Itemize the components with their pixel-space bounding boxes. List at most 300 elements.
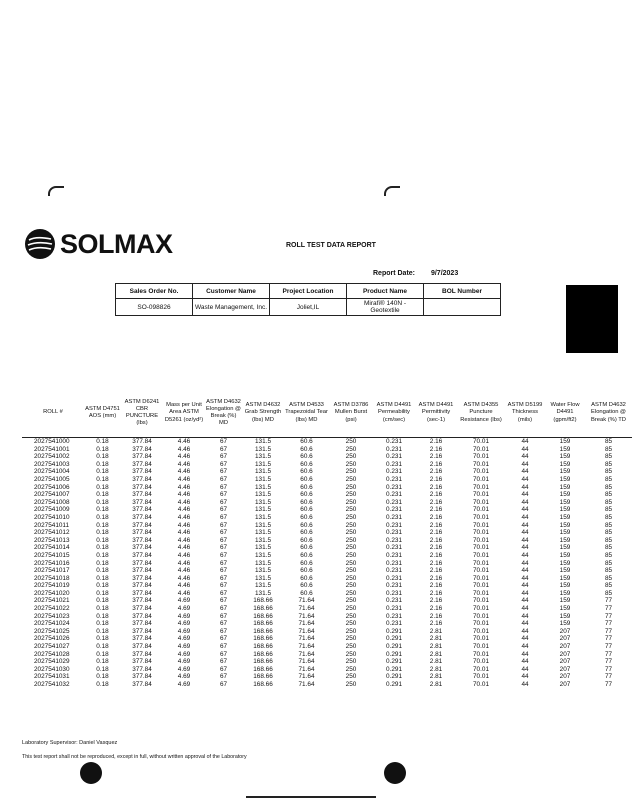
roll-number: 2027541018 (34, 574, 70, 582)
table-cell: 2.16 (429, 521, 443, 529)
reproduction-note: This test report shall not be reproduced, except in full, without written approval of the Laboratory (22, 754, 247, 760)
table-cell: 44 (521, 650, 529, 658)
table-cell: 250 (345, 483, 357, 491)
table-cell: 67 (219, 620, 228, 628)
table-cell: 70.01 (473, 658, 489, 666)
table-cell: 131.5 (255, 521, 271, 529)
table-row (22, 522, 632, 530)
table-cell: 44 (521, 475, 529, 483)
table-cell: 0.18 (96, 605, 109, 613)
table-cell: 0.18 (96, 460, 109, 468)
order-info-header-row (116, 284, 501, 299)
table-cell: 2.81 (429, 673, 443, 681)
table-cell: 0.18 (96, 544, 109, 552)
table-cell: 131.5 (255, 506, 271, 514)
table-cell: 250 (345, 597, 357, 605)
table-cell: 4.69 (177, 650, 191, 658)
table-row (22, 491, 632, 499)
roll-number: 2027541014 (34, 544, 70, 552)
table-cell: 71.64 (298, 605, 315, 613)
order-info-header: Sales Order No. (116, 284, 193, 299)
table-cell: 0.231 (386, 513, 402, 521)
table-cell: 377.84 (132, 681, 152, 688)
table-cell: 77 (604, 605, 613, 613)
table-cell: 67 (219, 529, 228, 537)
table-cell: 0.231 (386, 453, 402, 461)
table-cell: 67 (219, 559, 228, 567)
roll-number: 2027541028 (34, 650, 70, 658)
table-cell: 67 (219, 491, 228, 499)
table-cell: 0.231 (386, 460, 402, 468)
table-row (22, 476, 632, 484)
table-cell: 159 (559, 460, 571, 468)
table-cell: 0.231 (386, 612, 402, 620)
table-cell: 67 (219, 460, 228, 468)
table-cell: 377.84 (132, 643, 152, 651)
table-cell: 70.01 (473, 536, 489, 544)
table-cell: 377.84 (132, 635, 152, 643)
table-cell: 44 (521, 438, 529, 445)
table-cell: 377.84 (132, 589, 152, 597)
table-cell: 70.01 (473, 582, 489, 590)
table-cell: 85 (604, 438, 613, 445)
table-cell: 0.231 (386, 438, 402, 445)
table-cell: 85 (604, 582, 613, 590)
roll-test-table (22, 389, 632, 689)
table-cell: 2.16 (429, 559, 443, 567)
table-cell: 0.291 (386, 665, 402, 673)
table-cell: 377.84 (132, 453, 152, 461)
table-cell: 67 (219, 475, 228, 483)
table-cell: 67 (219, 681, 228, 688)
table-cell: 250 (345, 559, 357, 567)
table-cell: 377.84 (132, 582, 152, 590)
table-cell: 2.81 (429, 643, 443, 651)
table-row (22, 605, 632, 613)
table-cell: 131.5 (255, 445, 271, 453)
table-cell: 85 (604, 483, 613, 491)
column-header: ASTM D4632 Elongation @ Break (%) MD (205, 389, 242, 438)
table-cell: 44 (521, 453, 529, 461)
table-cell: 44 (521, 658, 529, 666)
table-cell: 70.01 (473, 643, 489, 651)
table-cell: 0.18 (96, 483, 109, 491)
table-cell: 2.16 (429, 438, 443, 445)
table-cell: 44 (521, 544, 529, 552)
roll-number: 2027541009 (34, 506, 70, 514)
table-cell: 44 (521, 597, 529, 605)
roll-number: 2027541011 (34, 521, 70, 529)
table-cell: 44 (521, 491, 529, 499)
solmax-logo (24, 228, 173, 260)
table-cell: 131.5 (255, 536, 271, 544)
order-info-value-row (116, 299, 501, 316)
sales-order-no: SO-098826 (116, 299, 193, 316)
roll-number: 2027541024 (34, 620, 70, 628)
table-cell: 4.46 (177, 453, 191, 461)
table-cell: 0.18 (96, 567, 109, 575)
redaction-block (566, 285, 618, 353)
table-cell: 168.66 (253, 658, 273, 666)
table-cell: 250 (345, 643, 357, 651)
table-cell: 4.46 (177, 460, 191, 468)
table-row (22, 529, 632, 537)
table-cell: 0.291 (386, 650, 402, 658)
table-cell: 0.18 (96, 665, 109, 673)
table-cell: 67 (219, 438, 228, 445)
table-cell: 250 (345, 635, 357, 643)
table-cell: 159 (559, 589, 571, 597)
table-cell: 131.5 (255, 574, 271, 582)
column-header: ASTM D4632 Elongation @ Break (%) TD (585, 389, 632, 438)
table-cell: 44 (521, 506, 529, 514)
table-cell: 0.18 (96, 445, 109, 453)
table-cell: 44 (521, 635, 529, 643)
report-date-label: Report Date: (373, 270, 416, 277)
table-cell: 44 (521, 627, 529, 635)
table-cell: 4.69 (177, 627, 191, 635)
table-cell: 377.84 (132, 612, 152, 620)
table-cell: 250 (345, 453, 357, 461)
table-cell: 44 (521, 589, 529, 597)
table-cell: 159 (559, 491, 571, 499)
table-cell: 4.69 (177, 658, 191, 666)
roll-number: 2027541015 (34, 551, 70, 559)
roll-number: 2027541003 (34, 460, 70, 468)
table-cell: 70.01 (473, 650, 489, 658)
table-cell: 250 (345, 605, 357, 613)
table-cell: 2.16 (429, 551, 443, 559)
table-cell: 2.16 (429, 544, 443, 552)
table-cell: 0.231 (386, 468, 402, 476)
table-cell: 70.01 (473, 460, 489, 468)
table-cell: 168.66 (253, 620, 273, 628)
table-cell: 0.18 (96, 521, 109, 529)
table-row (22, 628, 632, 636)
table-cell: 168.66 (253, 597, 273, 605)
table-cell: 67 (219, 513, 228, 521)
table-cell: 67 (219, 582, 228, 590)
table-row (22, 651, 632, 659)
table-cell: 377.84 (132, 445, 152, 453)
table-cell: 0.18 (96, 681, 109, 688)
table-cell: 377.84 (132, 650, 152, 658)
table-cell: 0.231 (386, 589, 402, 597)
table-cell: 44 (521, 612, 529, 620)
table-cell: 0.231 (386, 551, 402, 559)
table-cell: 250 (345, 574, 357, 582)
table-cell: 250 (345, 438, 357, 445)
roll-number: 2027541006 (34, 483, 70, 491)
table-cell: 85 (604, 574, 613, 582)
table-cell: 4.69 (177, 673, 191, 681)
table-row (22, 461, 632, 469)
table-cell: 250 (345, 681, 357, 688)
table-cell: 0.231 (386, 605, 402, 613)
table-cell: 44 (521, 567, 529, 575)
table-row (22, 544, 632, 552)
table-cell: 0.231 (386, 506, 402, 514)
table-cell: 2.16 (429, 453, 443, 461)
roll-number: 2027541026 (34, 635, 70, 643)
table-cell: 4.46 (177, 559, 191, 567)
table-cell: 250 (345, 650, 357, 658)
roll-number: 2027541010 (34, 513, 70, 521)
table-cell: 70.01 (473, 589, 489, 597)
table-cell: 60.6 (300, 574, 313, 582)
table-cell: 377.84 (132, 574, 152, 582)
table-cell: 77 (604, 658, 613, 666)
table-cell: 131.5 (255, 589, 271, 597)
table-cell: 159 (559, 513, 571, 521)
table-cell: 70.01 (473, 529, 489, 537)
table-cell: 0.231 (386, 521, 402, 529)
table-cell: 85 (604, 521, 613, 529)
table-cell: 377.84 (132, 551, 152, 559)
table-cell: 2.16 (429, 468, 443, 476)
table-cell: 44 (521, 681, 529, 688)
table-cell: 60.6 (300, 438, 313, 445)
table-cell: 70.01 (473, 665, 489, 673)
table-cell: 71.64 (298, 627, 315, 635)
roll-number: 2027541013 (34, 536, 70, 544)
table-cell: 70.01 (473, 574, 489, 582)
registration-mark-left (48, 186, 64, 196)
table-cell: 0.18 (96, 597, 109, 605)
table-cell: 377.84 (132, 468, 152, 476)
table-cell: 70.01 (473, 627, 489, 635)
solmax-logo-icon (24, 228, 56, 260)
table-cell: 67 (219, 551, 228, 559)
table-cell: 60.6 (300, 521, 313, 529)
column-header: ASTM D4632 Grab Strength (lbs) MD (242, 389, 284, 438)
table-cell: 77 (604, 627, 613, 635)
table-cell: 60.6 (300, 498, 313, 506)
table-cell: 67 (219, 544, 228, 552)
table-cell: 250 (345, 468, 357, 476)
table-cell: 70.01 (473, 673, 489, 681)
table-cell: 168.66 (253, 665, 273, 673)
table-cell: 4.46 (177, 589, 191, 597)
roll-number: 2027541022 (34, 605, 70, 613)
table-cell: 70.01 (473, 445, 489, 453)
table-cell: 67 (219, 574, 228, 582)
table-cell: 0.18 (96, 559, 109, 567)
table-cell: 67 (219, 445, 228, 453)
table-cell: 250 (345, 582, 357, 590)
table-cell: 0.18 (96, 574, 109, 582)
column-header: ROLL # (22, 389, 84, 438)
table-cell: 60.6 (300, 468, 313, 476)
table-cell: 2.16 (429, 498, 443, 506)
table-cell: 159 (559, 521, 571, 529)
table-cell: 70.01 (473, 681, 489, 688)
registration-mark-right (384, 186, 400, 196)
table-cell: 44 (521, 605, 529, 613)
table-cell: 159 (559, 445, 571, 453)
table-cell: 44 (521, 521, 529, 529)
table-cell: 377.84 (132, 491, 152, 499)
table-cell: 131.5 (255, 567, 271, 575)
table-cell: 4.46 (177, 536, 191, 544)
column-header: ASTM D4533 Trapezoidal Tear (lbs) MD (284, 389, 329, 438)
table-cell: 77 (604, 665, 613, 673)
scan-hole (80, 762, 102, 784)
table-cell: 168.66 (253, 627, 273, 635)
table-cell: 44 (521, 643, 529, 651)
column-header: ASTM D4355 Puncture Resistance (lbs) (457, 389, 505, 438)
table-cell: 377.84 (132, 498, 152, 506)
table-cell: 0.231 (386, 597, 402, 605)
table-cell: 250 (345, 589, 357, 597)
table-row (22, 567, 632, 575)
table-cell: 4.46 (177, 483, 191, 491)
table-cell: 131.5 (255, 582, 271, 590)
table-body (22, 438, 632, 689)
table-cell: 377.84 (132, 475, 152, 483)
table-cell: 159 (559, 605, 571, 613)
table-cell: 4.46 (177, 498, 191, 506)
roll-number: 2027541002 (34, 453, 70, 461)
table-cell: 2.81 (429, 665, 443, 673)
table-cell: 44 (521, 445, 529, 453)
table-row (22, 446, 632, 454)
table-cell: 67 (219, 567, 228, 575)
table-cell: 67 (219, 597, 228, 605)
table-cell: 0.18 (96, 673, 109, 681)
table-cell: 44 (521, 536, 529, 544)
table-cell: 131.5 (255, 460, 271, 468)
table-cell: 60.6 (300, 582, 313, 590)
table-cell: 70.01 (473, 498, 489, 506)
table-cell: 44 (521, 468, 529, 476)
table-cell: 207 (559, 650, 571, 658)
table-cell: 250 (345, 551, 357, 559)
table-cell: 0.291 (386, 643, 402, 651)
roll-number: 2027541019 (34, 582, 70, 590)
table-cell: 0.18 (96, 635, 109, 643)
table-cell: 207 (559, 658, 571, 666)
table-cell: 377.84 (132, 483, 152, 491)
table-cell: 0.18 (96, 620, 109, 628)
table-cell: 60.6 (300, 536, 313, 544)
table-cell: 2.16 (429, 612, 443, 620)
table-cell: 85 (604, 453, 613, 461)
table-cell: 60.6 (300, 559, 313, 567)
table-cell: 85 (604, 567, 613, 575)
table-cell: 0.291 (386, 627, 402, 635)
table-row (22, 560, 632, 568)
table-cell: 250 (345, 544, 357, 552)
table-cell: 70.01 (473, 438, 489, 445)
table-cell: 168.66 (253, 650, 273, 658)
table-cell: 71.64 (298, 665, 315, 673)
table-row (22, 590, 632, 598)
roll-number: 2027541007 (34, 491, 70, 499)
table-cell: 2.81 (429, 650, 443, 658)
table-cell: 159 (559, 582, 571, 590)
table-cell: 0.231 (386, 483, 402, 491)
table-cell: 250 (345, 673, 357, 681)
table-cell: 0.231 (386, 574, 402, 582)
table-cell: 159 (559, 483, 571, 491)
table-cell: 4.46 (177, 506, 191, 514)
table-cell: 2.81 (429, 658, 443, 666)
table-cell: 207 (559, 665, 571, 673)
table-cell: 0.18 (96, 536, 109, 544)
table-cell: 0.18 (96, 491, 109, 499)
table-cell: 250 (345, 460, 357, 468)
table-cell: 0.291 (386, 681, 402, 688)
laboratory-supervisor: Laboratory Supervisor: Daniel Vasquez (22, 740, 118, 746)
table-cell: 60.6 (300, 506, 313, 514)
table-cell: 0.18 (96, 643, 109, 651)
table-cell: 168.66 (253, 605, 273, 613)
column-header: ASTM D4751 AOS (mm) (84, 389, 121, 438)
table-cell: 70.01 (473, 567, 489, 575)
table-cell: 4.46 (177, 438, 191, 445)
table-cell: 131.5 (255, 559, 271, 567)
table-cell: 0.18 (96, 582, 109, 590)
table-row (22, 681, 632, 689)
column-header: ASTM D5199 Thickness (mils) (505, 389, 545, 438)
table-cell: 0.18 (96, 438, 109, 445)
table-cell: 70.01 (473, 521, 489, 529)
table-row (22, 438, 632, 446)
roll-number: 2027541000 (34, 438, 70, 445)
table-cell: 0.18 (96, 589, 109, 597)
table-cell: 0.231 (386, 620, 402, 628)
table-cell: 159 (559, 551, 571, 559)
table-cell: 168.66 (253, 681, 273, 688)
table-cell: 131.5 (255, 468, 271, 476)
table-cell: 0.291 (386, 673, 402, 681)
roll-number: 2027541032 (34, 681, 70, 688)
table-cell: 168.66 (253, 643, 273, 651)
table-cell: 44 (521, 665, 529, 673)
table-cell: 250 (345, 612, 357, 620)
table-cell: 2.16 (429, 620, 443, 628)
table-row (22, 552, 632, 560)
table-cell: 85 (604, 559, 613, 567)
table-cell: 131.5 (255, 438, 271, 445)
table-cell: 77 (604, 673, 613, 681)
table-cell: 60.6 (300, 475, 313, 483)
table-cell: 2.16 (429, 574, 443, 582)
table-cell: 4.46 (177, 582, 191, 590)
table-cell: 85 (604, 506, 613, 514)
table-cell: 77 (604, 681, 613, 688)
table-cell: 60.6 (300, 551, 313, 559)
table-cell: 377.84 (132, 529, 152, 537)
table-cell: 0.231 (386, 536, 402, 544)
roll-number: 2027541004 (34, 468, 70, 476)
table-cell: 4.46 (177, 567, 191, 575)
table-cell: 4.69 (177, 643, 191, 651)
table-cell: 67 (219, 673, 228, 681)
table-cell: 67 (219, 658, 228, 666)
table-cell: 168.66 (253, 673, 273, 681)
table-row (22, 597, 632, 605)
table-cell: 0.291 (386, 658, 402, 666)
column-header: Water Flow D4491 (gpm/ft2) (545, 389, 585, 438)
table-cell: 0.18 (96, 612, 109, 620)
table-cell: 71.64 (298, 620, 315, 628)
table-cell: 2.16 (429, 529, 443, 537)
table-cell: 85 (604, 551, 613, 559)
table-cell: 0.291 (386, 635, 402, 643)
table-cell: 71.64 (298, 681, 315, 688)
